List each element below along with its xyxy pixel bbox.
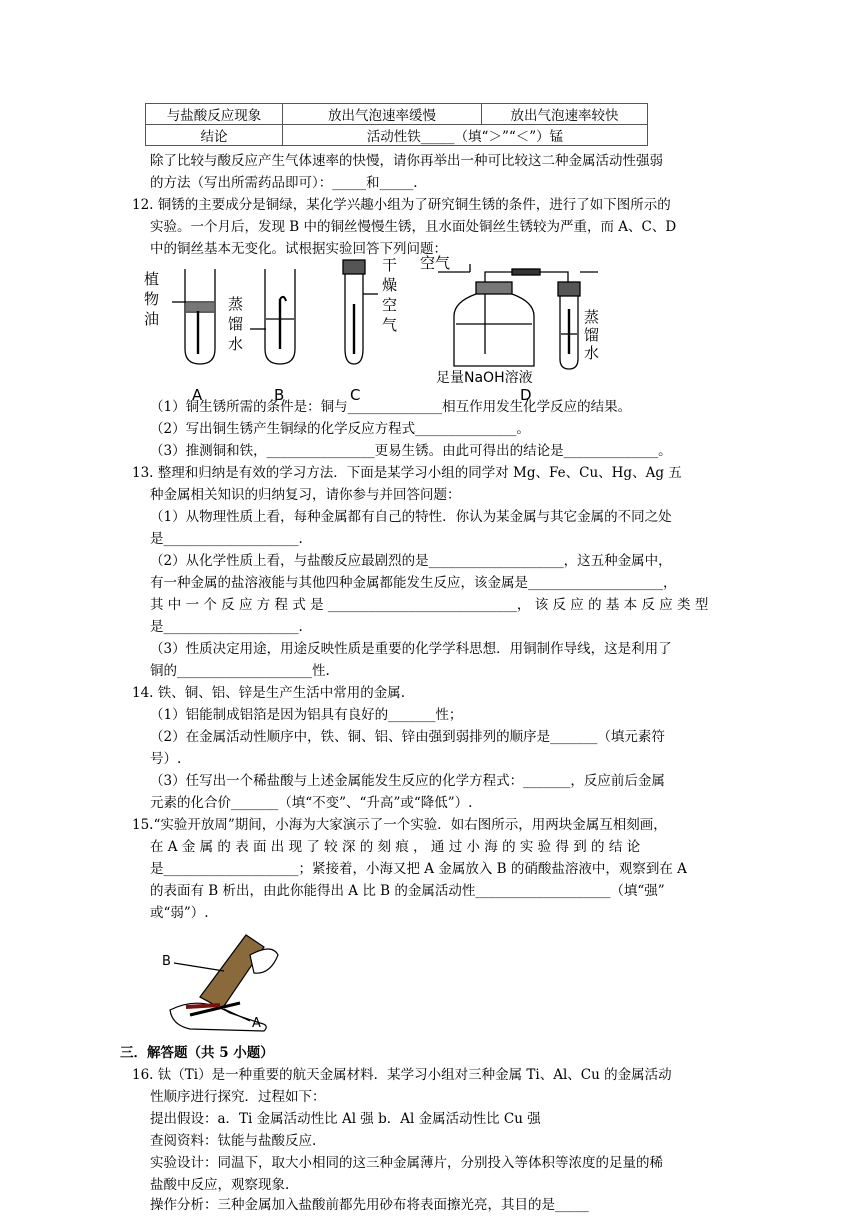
text-line: 种金属相关知识的归纳复习，请你参与并回答问题：: [150, 487, 461, 503]
text-line: 或“弱”）.: [150, 905, 209, 921]
text-line: 盐酸中反应，观察现象.: [150, 1177, 290, 1193]
text-line: 铜的____________________性.: [150, 663, 330, 679]
text-line: （1）从物理性质上看，每种金属都有自己的特性．你认为某金属与其它金属的不同之处: [150, 509, 672, 525]
text-line: 元素的化合价_______（填“不变”、“升高”或“降低”）.: [150, 795, 473, 811]
question-16-heading: 16. 钛（Ti）是一种重要的航天金属材料．某学习小组对三种金属 Ti、Al、Cu 的金属活动: [132, 1067, 672, 1083]
text-line: （3）性质决定用途，用途反映性质是重要的化学学科思想．用铜制作导线，这是利用了: [150, 641, 672, 657]
text-line: 提出假设：a．Ti 金属活动性比 Al 强 b．Al 金属活动性比 Cu 强: [150, 1111, 541, 1127]
metal-scratch-figure: [160, 925, 290, 1035]
figure-label: 燥: [382, 276, 398, 294]
text-line: 号）.: [150, 751, 182, 767]
figure-label: A: [252, 1016, 261, 1031]
copper-rust-experiment-figure: [140, 254, 620, 402]
figure-label: 植: [144, 270, 160, 288]
text-line: 的表面有 B 析出，由此你能得出 A 比 B 的金属活动性____________________（填“强”: [150, 883, 665, 899]
question-15-heading: 15.“实验开放周”期间，小海为大家演示了一个实验．如右图所示，用两块金属互相刻画，: [132, 817, 667, 833]
question-14-heading: 14. 铁、铜、铝、锌是生产生活中常用的金属.: [132, 685, 406, 701]
figure-label: 空: [382, 296, 398, 314]
figure-label: 水: [584, 344, 600, 362]
figure-label: 蒸: [228, 295, 244, 313]
figure-label: 干: [382, 256, 398, 274]
figure-caption: D: [520, 386, 532, 402]
question-12-heading: 12. 铜锈的主要成分是铜绿，某化学兴趣小组为了研究铜生锈的条件，进行了如下图所示的: [132, 197, 671, 213]
text-line: （3）推测铜和铁，________________更易生锈。由此可得出的结论是______________。: [150, 443, 672, 459]
figure-label: 馏: [584, 326, 600, 344]
figure-label: 足量NaOH溶液: [436, 370, 533, 386]
text-line: 在 A 金 属 的 表 面 出 现 了 较 深 的 刻 痕 ， 通 过 小 海 的 实 验 得 到 的 结 论: [150, 839, 641, 855]
text-line: （2）在金属活动性顺序中，铁、铜、铝、锌由强到弱排列的顺序是_______（填元素符: [150, 729, 665, 745]
figure-label: 蒸: [584, 308, 600, 326]
text-line: （1）铝能制成铝箔是因为铝具有良好的_______性；: [150, 707, 463, 723]
figure-label: 空气: [420, 254, 451, 272]
figure-label: 水: [228, 335, 244, 353]
table-cell: 与盐酸反应现象: [146, 104, 283, 125]
text-line: 实验。一个月后，发现 B 中的铜丝慢慢生锈，且水面处铜丝生锈较为严重，而 A、C、D: [150, 219, 677, 235]
text-line: （2）写出铜生锈产生铜绿的化学反应方程式_______________。: [150, 421, 530, 437]
text-line: 实验设计：同温下，取大小相同的这三种金属薄片，分别投入等体积等浓度的足量的稀: [150, 1155, 663, 1171]
figure-caption: A: [192, 386, 203, 402]
text-line: 是____________________.: [150, 619, 303, 635]
question-13-heading: 13. 整理和归纳是有效的学习方法．下面是某学习小组的同学对 Mg、Fe、Cu、Hg、Ag 五: [132, 465, 682, 481]
figure-label: B: [162, 954, 171, 969]
text-line: 是____________________.: [150, 531, 303, 547]
text-line: 是____________________；紧接着，小海又把 A 金属放入 B 的硝酸盐溶液中，观察到在 A: [150, 861, 687, 877]
text-line: 有一种金属的盐溶液能与其他四种金属都能发生反应，该金属是____________________，: [150, 575, 677, 591]
text-line: （2）从化学性质上看，与盐酸反应最剧烈的是____________________，这五种金属中，: [150, 553, 672, 569]
text-line: 性顺序进行探究．过程如下：: [150, 1089, 326, 1105]
section-heading: 三．解答题（共 5 小题）: [120, 1045, 274, 1061]
text-line: （3）任写出一个稀盐酸与上述金属能发生反应的化学方程式：_______，反应前后金属: [150, 773, 665, 789]
text-line: （1）铜生锈所需的条件是：铜与______________相互作用发生化学反应的结果。: [150, 399, 632, 415]
table-row: [146, 125, 648, 146]
figure-label: 物: [144, 290, 160, 308]
table-cell: 结论: [146, 125, 283, 146]
figure-label: 油: [144, 310, 160, 328]
text-line: 除了比较与酸反应产生气体速率的快慢，请你再举出一种可比较这二种金属活动性强弱: [150, 153, 663, 169]
text-line: 查阅资料：钛能与盐酸反应.: [150, 1133, 317, 1149]
comparison-table: [145, 103, 648, 146]
figure-label: 馏: [228, 315, 244, 333]
figure-label: 气: [382, 316, 398, 334]
text-line: 操作分析：三种金属加入盐酸前都先用砂布将表面擦光亮，其目的是_____: [150, 1197, 589, 1213]
table-cell: 放出气泡速率较快: [482, 104, 648, 125]
table-cell: 活动性铁_____（填“＞”“＜”）锰: [283, 125, 648, 146]
text-line: 中的铜丝基本无变化。试根据实验回答下列问题：: [150, 241, 447, 257]
figure-caption: B: [274, 386, 285, 402]
figure-caption: C: [350, 386, 361, 402]
text-line: 其 中 一 个 反 应 方 程 式 是 ____________________________， 该 反 应 的 基 本 反 应 类 型: [150, 597, 709, 613]
table-row: [146, 104, 648, 125]
text-line: 的方法（写出所需药品即可）：_____和_____.: [150, 175, 418, 191]
table-cell: 放出气泡速率缓慢: [283, 104, 482, 125]
